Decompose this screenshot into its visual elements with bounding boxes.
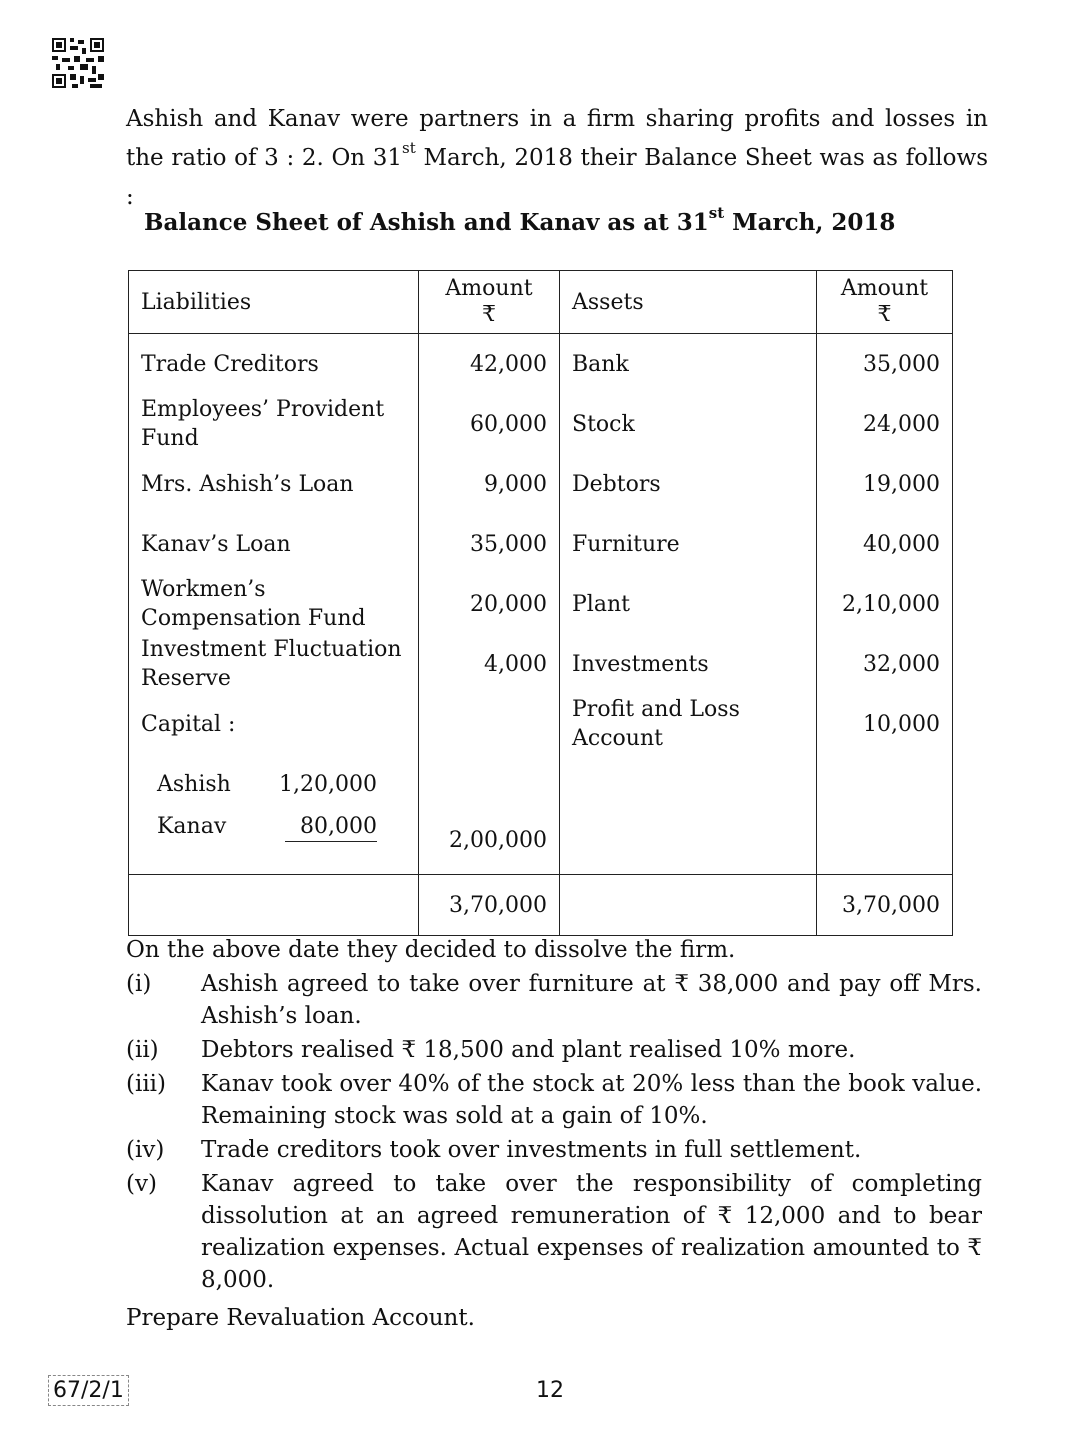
list-item: (i) Ashish agreed to take over furniture at ₹ 38,000 and pay off Mrs. Ashish’s loan. <box>126 971 982 1029</box>
liability-amount: 35,000 <box>419 514 560 574</box>
header-assets: Assets <box>560 271 817 334</box>
liability-label: Investment Fluctuation Reserve <box>129 634 419 694</box>
capital-total: 2,00,000 <box>419 814 560 875</box>
asset-label: Furniture <box>560 514 817 574</box>
liability-amount: 60,000 <box>419 394 560 454</box>
liability-label: Capital : <box>129 694 419 754</box>
total-liabilities: 3,70,000 <box>419 875 560 936</box>
liability-amount <box>419 694 560 754</box>
table-row <box>129 454 953 514</box>
asset-amount: 10,000 <box>817 694 953 754</box>
asset-amount: 32,000 <box>817 634 953 694</box>
asset-amount: 35,000 <box>817 334 953 395</box>
table-row <box>129 394 953 454</box>
capital-kanav: Kanav 80,000 <box>129 814 419 875</box>
paper-code: 67/2/1 <box>48 1375 129 1406</box>
asset-amount: 2,10,000 <box>817 574 953 634</box>
liability-amount: 42,000 <box>419 334 560 395</box>
liability-amount: 4,000 <box>419 634 560 694</box>
balance-sheet-table <box>128 270 953 936</box>
dissolve-statement: On the above date they decided to dissolve the firm. <box>126 937 736 963</box>
question-body <box>126 934 982 1334</box>
total-assets: 3,70,000 <box>817 875 953 936</box>
asset-label: Debtors <box>560 454 817 514</box>
table-total-row <box>129 875 953 936</box>
header-amount-assets: Amount ₹ <box>817 271 953 334</box>
list-item: (iii) Kanav took over 40% of the stock at 20% less than the book value. Remaining stock was sold at a gain of 10%. <box>126 1071 982 1129</box>
asset-label: Profit and Loss Account <box>560 694 817 754</box>
intro-paragraph: Ashish and Kanav were partners in a firm sharing profits and losses in the ratio of 3 : 2. On 31st March, 2018 their Balance Sheet was as follows : <box>126 106 989 210</box>
liability-label: Workmen’s Compensation Fund <box>129 574 419 634</box>
table-row <box>129 634 953 694</box>
table-row <box>129 694 953 754</box>
asset-label: Plant <box>560 574 817 634</box>
asset-label: Investments <box>560 634 817 694</box>
liability-amount: 9,000 <box>419 454 560 514</box>
table-row <box>129 754 953 814</box>
capital-ashish: Ashish 1,20,000 <box>129 754 419 814</box>
table-row <box>129 814 953 875</box>
liability-label: Employees’ Provident Fund <box>129 394 419 454</box>
qr-code-icon <box>52 38 104 88</box>
liability-label: Mrs. Ashish’s Loan <box>129 454 419 514</box>
table-row <box>129 514 953 574</box>
instruction: Prepare Revaluation Account. <box>126 1305 475 1331</box>
balance-sheet-title: Balance Sheet of Ashish and Kanav as at 31st March, 2018 <box>144 204 896 236</box>
page-number: 12 <box>536 1378 564 1403</box>
liability-label: Trade Creditors <box>129 334 419 395</box>
liability-label: Kanav’s Loan <box>129 514 419 574</box>
table-row <box>129 574 953 634</box>
asset-label: Bank <box>560 334 817 395</box>
liability-amount: 20,000 <box>419 574 560 634</box>
header-liabilities: Liabilities <box>129 271 419 334</box>
header-amount-liabilities: Amount ₹ <box>419 271 560 334</box>
asset-amount: 24,000 <box>817 394 953 454</box>
table-row <box>129 334 953 395</box>
list-item: (iv) Trade creditors took over investments in full settlement. <box>126 1137 862 1163</box>
asset-amount: 19,000 <box>817 454 953 514</box>
table-header-row <box>129 271 953 334</box>
asset-label: Stock <box>560 394 817 454</box>
list-item: (ii) Debtors realised ₹ 18,500 and plant realised 10% more. <box>126 1037 856 1063</box>
asset-amount: 40,000 <box>817 514 953 574</box>
list-item: (v) Kanav agreed to take over the responsibility of completing dissolution at an agreed remuneration of ₹ 12,000 and to bear realization expenses. Actual expenses of realization amounted to ₹ 8,000. <box>126 1171 982 1293</box>
